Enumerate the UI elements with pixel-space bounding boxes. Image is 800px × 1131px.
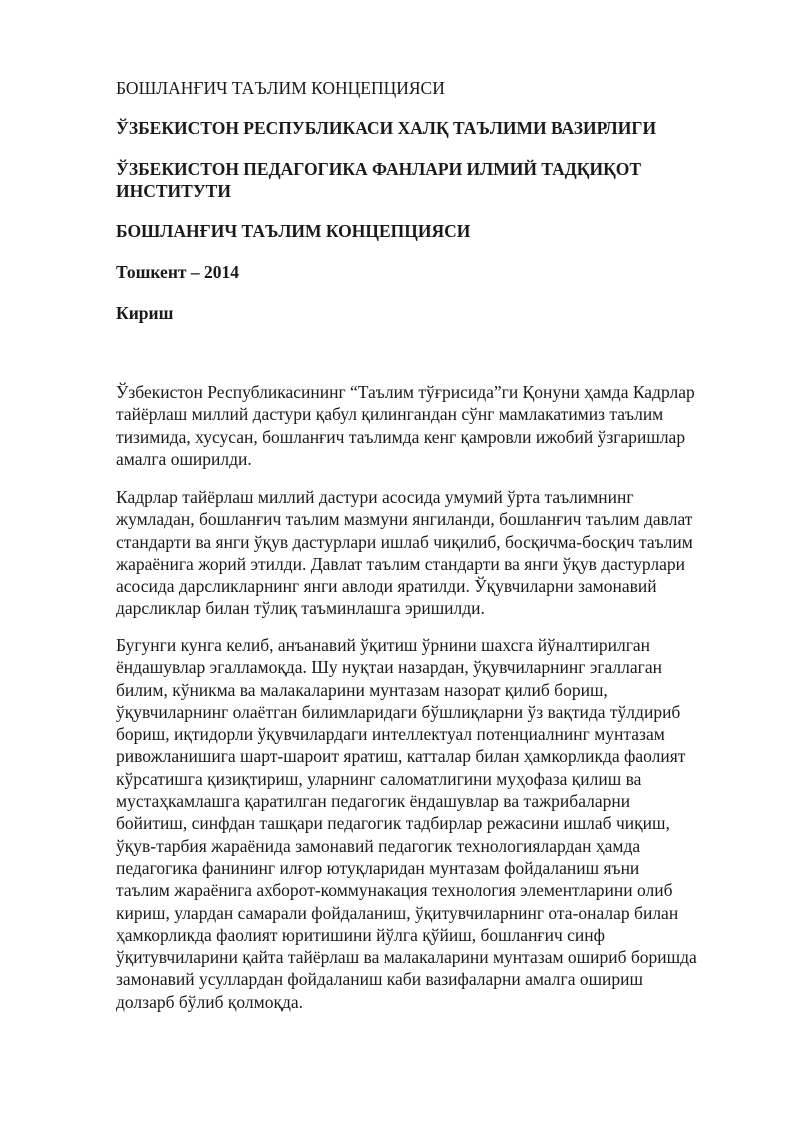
paragraph-1 (116, 381, 746, 470)
paragraph-line: педагогика фанининг илғор ютуқларидан мунтазам фойдаланиш яъни (116, 857, 640, 878)
paragraph-line: жумладан, бошланғич таълим мазмуни янгиланди, бошланғич таълим давлат (116, 509, 693, 530)
paragraph-line: ўқувчиларнинг олаётган билимларидаги бўшлиқларни ўз вақтида тўлдириб (116, 701, 681, 722)
paragraph-line: бориш, иқтидорли ўқувчилардаги интеллектуал потенциалнинг мунтазам (116, 724, 665, 745)
paragraph-line: Кадрлар тайёрлаш миллий дастури асосида умумий ўрта таълимнинг (116, 487, 634, 507)
paragraph-line: Ўзбекистон Республикасининг “Таълим тўғрисида”ги Қонуни ҳамда Кадрлар (116, 382, 695, 402)
paragraph-3 (116, 634, 746, 1013)
paragraph-line: Бугунги кунга келиб, анъанавий ўқитиш ўрнини шахсга йўналтирилган (116, 635, 650, 655)
section-heading: Кириш (116, 303, 174, 323)
paragraph-2 (116, 486, 746, 620)
paragraph-line: стандарти ва янги ўқув дастурлари ишлаб чиқилиб, босқичма-босқич таълим (116, 531, 693, 552)
place-year: Тошкент – 2014 (116, 262, 240, 282)
paragraph-line: билим, кўникма ва малакаларини мунтазам назорат қилиб бориш, (116, 679, 608, 700)
paragraph-line: асосида дарсликларнинг янги авлоди яратилди. Ўқувчиларни замонавий (116, 576, 657, 597)
paragraph-line: тизимида, хусусан, бошланғич таълимда кенг қамровли ижобий ўзгаришлар (116, 426, 686, 447)
paragraph-line: ўқитувчиларини қайта тайёрлаш ва малакаларини мунтазам ошириб боришда (116, 947, 697, 968)
institute-heading: ЎЗБЕКИСТОН ПЕДАГОГИКА ФАНЛАРИ ИЛМИЙ ТАДҚИҚОТ ИНСТИТУТИ (116, 159, 642, 201)
document-title-plain: БОШЛАНҒИЧ ТАЪЛИМ КОНЦЕПЦИЯСИ (116, 78, 445, 98)
paragraph-line: ривожланишига шарт-шароит яратиш, катталар билан ҳамкорликда фаолият (116, 746, 686, 767)
paragraph-line: жараёнига жорий этилди. Давлат таълим стандарти ва янги ўқув дастурлари (116, 553, 685, 574)
paragraph-line: амалга оширилди. (116, 448, 252, 469)
paragraph-line: таълим жараёнига ахборот-коммунакация технология элементларини олиб (116, 880, 673, 901)
paragraph-line: ўқув-тарбия жараёнида замонавий педагогик технологиялардан ҳамда (116, 835, 641, 856)
paragraph-line: кириш, улардан самарали фойдаланиш, ўқитувчиларнинг ота-оналар билан (116, 902, 679, 923)
paragraph-line: тайёрлаш миллий дастури қабул қилингандан сўнг мамлакатимиз таълим (116, 404, 664, 425)
paragraph-line: кўрсатишга қизиқтириш, уларнинг саломатлигини муҳофаза қилиш ва (116, 768, 642, 789)
ministry-heading: ЎЗБЕКИСТОН РЕСПУБЛИКАСИ ХАЛҚ ТАЪЛИМИ ВАЗИРЛИГИ (116, 118, 657, 138)
document-title-bold: БОШЛАНҒИЧ ТАЪЛИМ КОНЦЕПЦИЯСИ (116, 221, 471, 241)
paragraph-line: долзарб бўлиб қолмоқда. (116, 991, 304, 1012)
paragraph-line: бойитиш, синфдан ташқари педагогик тадбирлар режасини ишлаб чиқиш, (116, 813, 670, 834)
paragraph-line: мустаҳкамлашга қаратилган педагогик ёндашувлар ва тажрибаларни (116, 791, 631, 812)
paragraph-line: ёндашувлар эгалламоқда. Шу нуқтаи назардан, ўқувчиларнинг эгаллаган (116, 657, 662, 678)
paragraph-line: ҳамкорликда фаолият юритишини йўлга қўйиш, бошланғич синф (116, 924, 605, 945)
paragraph-line: замонавий усуллардан фойдаланиш каби вазифаларни амалга ошириш (116, 969, 644, 990)
paragraph-line: дарсликлар билан тўлиқ таъминлашга эришилди. (116, 598, 485, 619)
